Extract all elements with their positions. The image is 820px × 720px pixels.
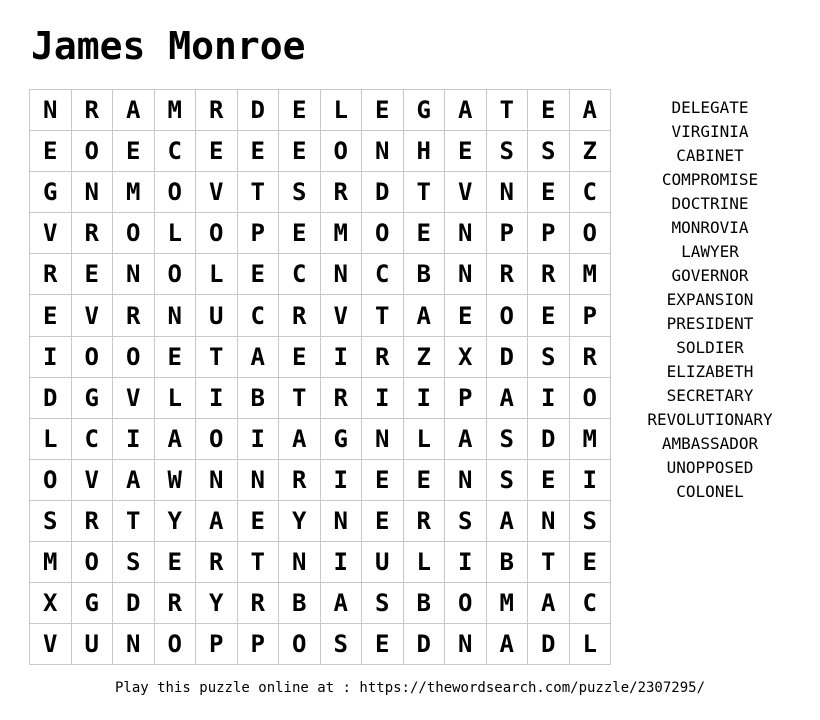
- grid-cell[interactable]: O: [71, 542, 113, 583]
- grid-cell[interactable]: O: [154, 172, 196, 213]
- grid-cell[interactable]: S: [486, 459, 528, 500]
- grid-row: [30, 542, 611, 583]
- grid-cell[interactable]: S: [30, 500, 72, 541]
- grid-cell[interactable]: O: [569, 377, 611, 418]
- grid-cell[interactable]: T: [486, 90, 528, 131]
- grid-cell[interactable]: T: [113, 500, 155, 541]
- grid-cell[interactable]: G: [403, 90, 445, 131]
- grid-cell[interactable]: R: [196, 90, 238, 131]
- grid-cell[interactable]: I: [569, 459, 611, 500]
- grid-cell[interactable]: M: [320, 213, 362, 254]
- grid-cell[interactable]: Z: [403, 336, 445, 377]
- grid-cell[interactable]: C: [569, 583, 611, 624]
- grid-cell[interactable]: R: [279, 459, 321, 500]
- grid-cell[interactable]: O: [113, 213, 155, 254]
- grid-cell[interactable]: C: [279, 254, 321, 295]
- grid-cell[interactable]: M: [30, 542, 72, 583]
- grid-cell[interactable]: A: [154, 418, 196, 459]
- grid-cell[interactable]: E: [362, 459, 404, 500]
- grid-cell[interactable]: L: [569, 624, 611, 665]
- grid-cell[interactable]: D: [528, 418, 570, 459]
- grid-cell[interactable]: P: [237, 624, 279, 665]
- grid-cell[interactable]: R: [154, 583, 196, 624]
- grid-cell[interactable]: Y: [196, 583, 238, 624]
- grid-cell[interactable]: M: [113, 172, 155, 213]
- grid-cell[interactable]: O: [113, 336, 155, 377]
- grid-cell[interactable]: B: [237, 377, 279, 418]
- word-list-item: ELIZABETH: [666, 362, 754, 381]
- grid-cell[interactable]: S: [486, 131, 528, 172]
- grid-cell[interactable]: A: [320, 583, 362, 624]
- grid-cell[interactable]: O: [71, 131, 113, 172]
- grid-cell[interactable]: N: [445, 624, 487, 665]
- grid-cell[interactable]: N: [320, 254, 362, 295]
- grid-cell[interactable]: N: [320, 500, 362, 541]
- grid-cell[interactable]: N: [196, 459, 238, 500]
- grid-cell[interactable]: N: [154, 295, 196, 336]
- grid-cell[interactable]: A: [445, 418, 487, 459]
- grid-cell[interactable]: E: [528, 295, 570, 336]
- grid-cell[interactable]: O: [279, 624, 321, 665]
- grid-cell[interactable]: R: [71, 90, 113, 131]
- grid-cell[interactable]: N: [445, 459, 487, 500]
- grid-cell[interactable]: B: [279, 583, 321, 624]
- grid-cell[interactable]: E: [113, 131, 155, 172]
- word-list-item: VIRGINIA: [671, 122, 749, 141]
- grid-cell[interactable]: A: [237, 336, 279, 377]
- word-list-item: COMPROMISE: [661, 170, 759, 189]
- word-list-item: DELEGATE: [671, 98, 749, 117]
- word-list-item: LAWYER: [681, 242, 739, 261]
- grid-cell[interactable]: P: [445, 377, 487, 418]
- grid-cell[interactable]: R: [569, 336, 611, 377]
- grid-cell[interactable]: D: [113, 583, 155, 624]
- grid-cell[interactable]: A: [445, 90, 487, 131]
- grid-cell[interactable]: D: [528, 624, 570, 665]
- grid-cell[interactable]: Z: [569, 131, 611, 172]
- grid-cell[interactable]: N: [30, 90, 72, 131]
- grid-cell[interactable]: V: [30, 213, 72, 254]
- grid-cell[interactable]: N: [237, 459, 279, 500]
- grid-row: [30, 213, 611, 254]
- grid-cell[interactable]: V: [71, 459, 113, 500]
- grid-cell[interactable]: M: [569, 418, 611, 459]
- grid-cell[interactable]: G: [320, 418, 362, 459]
- grid-cell[interactable]: N: [113, 254, 155, 295]
- grid-cell[interactable]: R: [486, 254, 528, 295]
- grid-cell[interactable]: A: [486, 624, 528, 665]
- grid-cell[interactable]: R: [196, 542, 238, 583]
- word-list-item: COLONEL: [676, 482, 744, 501]
- grid-cell[interactable]: I: [196, 377, 238, 418]
- grid-cell[interactable]: W: [154, 459, 196, 500]
- grid-cell[interactable]: L: [154, 377, 196, 418]
- grid-cell[interactable]: B: [403, 583, 445, 624]
- grid-cell[interactable]: A: [569, 90, 611, 131]
- grid-cell[interactable]: T: [403, 172, 445, 213]
- grid-cell[interactable]: S: [279, 172, 321, 213]
- grid-cell[interactable]: V: [196, 172, 238, 213]
- grid-cell[interactable]: E: [71, 254, 113, 295]
- grid-cell[interactable]: R: [237, 583, 279, 624]
- grid-cell[interactable]: E: [279, 336, 321, 377]
- grid-cell[interactable]: A: [113, 459, 155, 500]
- grid-cell[interactable]: U: [71, 624, 113, 665]
- grid-cell[interactable]: V: [71, 295, 113, 336]
- grid-cell[interactable]: V: [445, 172, 487, 213]
- grid-cell[interactable]: N: [445, 213, 487, 254]
- puzzle-title: James Monroe: [31, 24, 306, 68]
- grid-cell[interactable]: S: [113, 542, 155, 583]
- grid-cell[interactable]: Y: [279, 500, 321, 541]
- word-list-item: PRESIDENT: [666, 314, 754, 333]
- grid-cell[interactable]: N: [113, 624, 155, 665]
- grid-cell[interactable]: O: [445, 583, 487, 624]
- grid-row: [30, 583, 611, 624]
- grid-cell[interactable]: E: [196, 131, 238, 172]
- grid-cell[interactable]: O: [71, 336, 113, 377]
- grid-cell[interactable]: P: [486, 213, 528, 254]
- grid-cell[interactable]: L: [154, 213, 196, 254]
- grid-cell[interactable]: E: [403, 213, 445, 254]
- grid-cell[interactable]: R: [71, 213, 113, 254]
- word-list-item: SOLDIER: [676, 338, 744, 357]
- grid-cell[interactable]: U: [196, 295, 238, 336]
- grid-cell[interactable]: R: [30, 254, 72, 295]
- grid-cell[interactable]: E: [30, 131, 72, 172]
- grid-row: [30, 254, 611, 295]
- grid-cell[interactable]: O: [196, 213, 238, 254]
- grid-cell[interactable]: L: [196, 254, 238, 295]
- grid-cell[interactable]: E: [528, 90, 570, 131]
- grid-cell[interactable]: E: [569, 542, 611, 583]
- grid-cell[interactable]: E: [237, 131, 279, 172]
- grid-cell[interactable]: P: [528, 213, 570, 254]
- grid-row: [30, 172, 611, 213]
- grid-cell[interactable]: E: [403, 459, 445, 500]
- grid-cell[interactable]: R: [279, 295, 321, 336]
- grid-cell[interactable]: R: [113, 295, 155, 336]
- grid-cell[interactable]: V: [113, 377, 155, 418]
- grid-cell[interactable]: N: [486, 172, 528, 213]
- grid-cell[interactable]: I: [445, 542, 487, 583]
- grid-cell[interactable]: I: [528, 377, 570, 418]
- grid-cell[interactable]: A: [196, 500, 238, 541]
- grid-cell[interactable]: M: [486, 583, 528, 624]
- grid-cell[interactable]: A: [403, 295, 445, 336]
- grid-cell[interactable]: E: [362, 90, 404, 131]
- word-list: [635, 96, 785, 504]
- grid-cell[interactable]: R: [403, 500, 445, 541]
- grid-cell[interactable]: A: [486, 500, 528, 541]
- grid-cell[interactable]: L: [403, 542, 445, 583]
- grid-cell[interactable]: E: [362, 624, 404, 665]
- grid-row: [30, 131, 611, 172]
- grid-cell[interactable]: E: [154, 542, 196, 583]
- grid-cell[interactable]: R: [320, 377, 362, 418]
- grid-cell[interactable]: D: [486, 336, 528, 377]
- grid-cell[interactable]: R: [528, 254, 570, 295]
- grid-cell[interactable]: C: [362, 254, 404, 295]
- grid-cell[interactable]: P: [237, 213, 279, 254]
- grid-cell[interactable]: O: [320, 131, 362, 172]
- grid-cell[interactable]: O: [154, 624, 196, 665]
- grid-cell[interactable]: E: [279, 131, 321, 172]
- grid-cell[interactable]: N: [279, 542, 321, 583]
- word-list-item: EXPANSION: [666, 290, 754, 309]
- grid-cell[interactable]: U: [362, 542, 404, 583]
- grid-cell[interactable]: C: [237, 295, 279, 336]
- grid-cell[interactable]: S: [320, 624, 362, 665]
- grid-cell[interactable]: N: [362, 131, 404, 172]
- grid-cell[interactable]: E: [445, 295, 487, 336]
- grid-cell[interactable]: S: [362, 583, 404, 624]
- grid-cell[interactable]: O: [486, 295, 528, 336]
- grid-cell[interactable]: S: [528, 336, 570, 377]
- grid-cell[interactable]: E: [279, 90, 321, 131]
- grid-cell[interactable]: G: [71, 377, 113, 418]
- grid-cell[interactable]: A: [528, 583, 570, 624]
- grid-cell[interactable]: E: [237, 500, 279, 541]
- grid-cell[interactable]: L: [30, 418, 72, 459]
- grid-row: [30, 624, 611, 665]
- grid-cell[interactable]: I: [320, 459, 362, 500]
- grid-cell[interactable]: R: [362, 336, 404, 377]
- grid-cell[interactable]: N: [528, 500, 570, 541]
- grid-cell[interactable]: O: [196, 418, 238, 459]
- grid-cell[interactable]: T: [528, 542, 570, 583]
- grid-cell[interactable]: V: [30, 624, 72, 665]
- word-list-item: CABINET: [676, 146, 744, 165]
- grid-cell[interactable]: D: [403, 624, 445, 665]
- grid-cell[interactable]: X: [30, 583, 72, 624]
- grid-cell[interactable]: E: [528, 459, 570, 500]
- grid-cell[interactable]: E: [445, 131, 487, 172]
- grid-cell[interactable]: B: [403, 254, 445, 295]
- grid-cell[interactable]: A: [279, 418, 321, 459]
- grid-cell[interactable]: S: [528, 131, 570, 172]
- grid-cell[interactable]: E: [154, 336, 196, 377]
- grid-row: [30, 459, 611, 500]
- grid-cell[interactable]: I: [403, 377, 445, 418]
- grid-cell[interactable]: P: [569, 295, 611, 336]
- grid-cell[interactable]: O: [362, 213, 404, 254]
- grid-cell[interactable]: E: [528, 172, 570, 213]
- grid-cell[interactable]: G: [71, 583, 113, 624]
- grid-cell[interactable]: I: [30, 336, 72, 377]
- grid-cell[interactable]: T: [362, 295, 404, 336]
- grid-cell[interactable]: E: [362, 500, 404, 541]
- word-list-item: DOCTRINE: [671, 194, 749, 213]
- grid-cell[interactable]: T: [237, 172, 279, 213]
- grid-cell[interactable]: Y: [154, 500, 196, 541]
- grid-cell[interactable]: S: [486, 418, 528, 459]
- grid-cell[interactable]: C: [569, 172, 611, 213]
- word-list-item: MONROVIA: [671, 218, 749, 237]
- grid-cell[interactable]: N: [71, 172, 113, 213]
- grid-row: [30, 500, 611, 541]
- grid-row: [30, 295, 611, 336]
- grid-cell[interactable]: I: [320, 542, 362, 583]
- grid-cell[interactable]: A: [486, 377, 528, 418]
- grid-cell[interactable]: M: [154, 90, 196, 131]
- grid-cell[interactable]: E: [237, 254, 279, 295]
- grid-cell[interactable]: O: [154, 254, 196, 295]
- grid-cell[interactable]: G: [30, 172, 72, 213]
- footer-text: Play this puzzle online at : https://thewordsearch.com/puzzle/2307295/: [114, 680, 705, 696]
- grid-cell[interactable]: S: [445, 500, 487, 541]
- grid-cell[interactable]: E: [30, 295, 72, 336]
- grid-cell[interactable]: D: [237, 90, 279, 131]
- word-list-item: GOVERNOR: [671, 266, 749, 285]
- grid-cell[interactable]: E: [279, 213, 321, 254]
- grid-cell[interactable]: S: [569, 500, 611, 541]
- grid-cell[interactable]: L: [320, 90, 362, 131]
- word-list-item: REVOLUTIONARY: [647, 410, 773, 429]
- grid-cell[interactable]: C: [154, 131, 196, 172]
- word-list-item: SECRETARY: [666, 386, 754, 405]
- grid-cell[interactable]: T: [279, 377, 321, 418]
- grid-cell[interactable]: B: [486, 542, 528, 583]
- grid-cell[interactable]: V: [320, 295, 362, 336]
- grid-cell[interactable]: I: [113, 418, 155, 459]
- grid-cell[interactable]: T: [237, 542, 279, 583]
- grid-cell[interactable]: I: [320, 336, 362, 377]
- grid-row: [30, 336, 611, 377]
- letter-grid: [29, 89, 611, 665]
- grid-row: [30, 90, 611, 131]
- grid-cell[interactable]: O: [569, 213, 611, 254]
- grid-cell[interactable]: X: [445, 336, 487, 377]
- grid-cell[interactable]: H: [403, 131, 445, 172]
- grid-cell[interactable]: A: [113, 90, 155, 131]
- grid-cell[interactable]: L: [403, 418, 445, 459]
- grid-row: [30, 418, 611, 459]
- grid-cell[interactable]: C: [71, 418, 113, 459]
- grid-cell[interactable]: N: [445, 254, 487, 295]
- grid-cell[interactable]: P: [196, 624, 238, 665]
- word-list-item: UNOPPOSED: [666, 458, 754, 477]
- grid-cell[interactable]: O: [30, 459, 72, 500]
- grid-cell[interactable]: I: [362, 377, 404, 418]
- grid-cell[interactable]: I: [237, 418, 279, 459]
- grid-cell[interactable]: D: [30, 377, 72, 418]
- grid-cell[interactable]: N: [362, 418, 404, 459]
- grid-cell[interactable]: M: [569, 254, 611, 295]
- grid-cell[interactable]: T: [196, 336, 238, 377]
- grid-cell[interactable]: D: [362, 172, 404, 213]
- grid-cell[interactable]: R: [71, 500, 113, 541]
- grid-row: [30, 377, 611, 418]
- grid-cell[interactable]: R: [320, 172, 362, 213]
- word-list-item: AMBASSADOR: [661, 434, 759, 453]
